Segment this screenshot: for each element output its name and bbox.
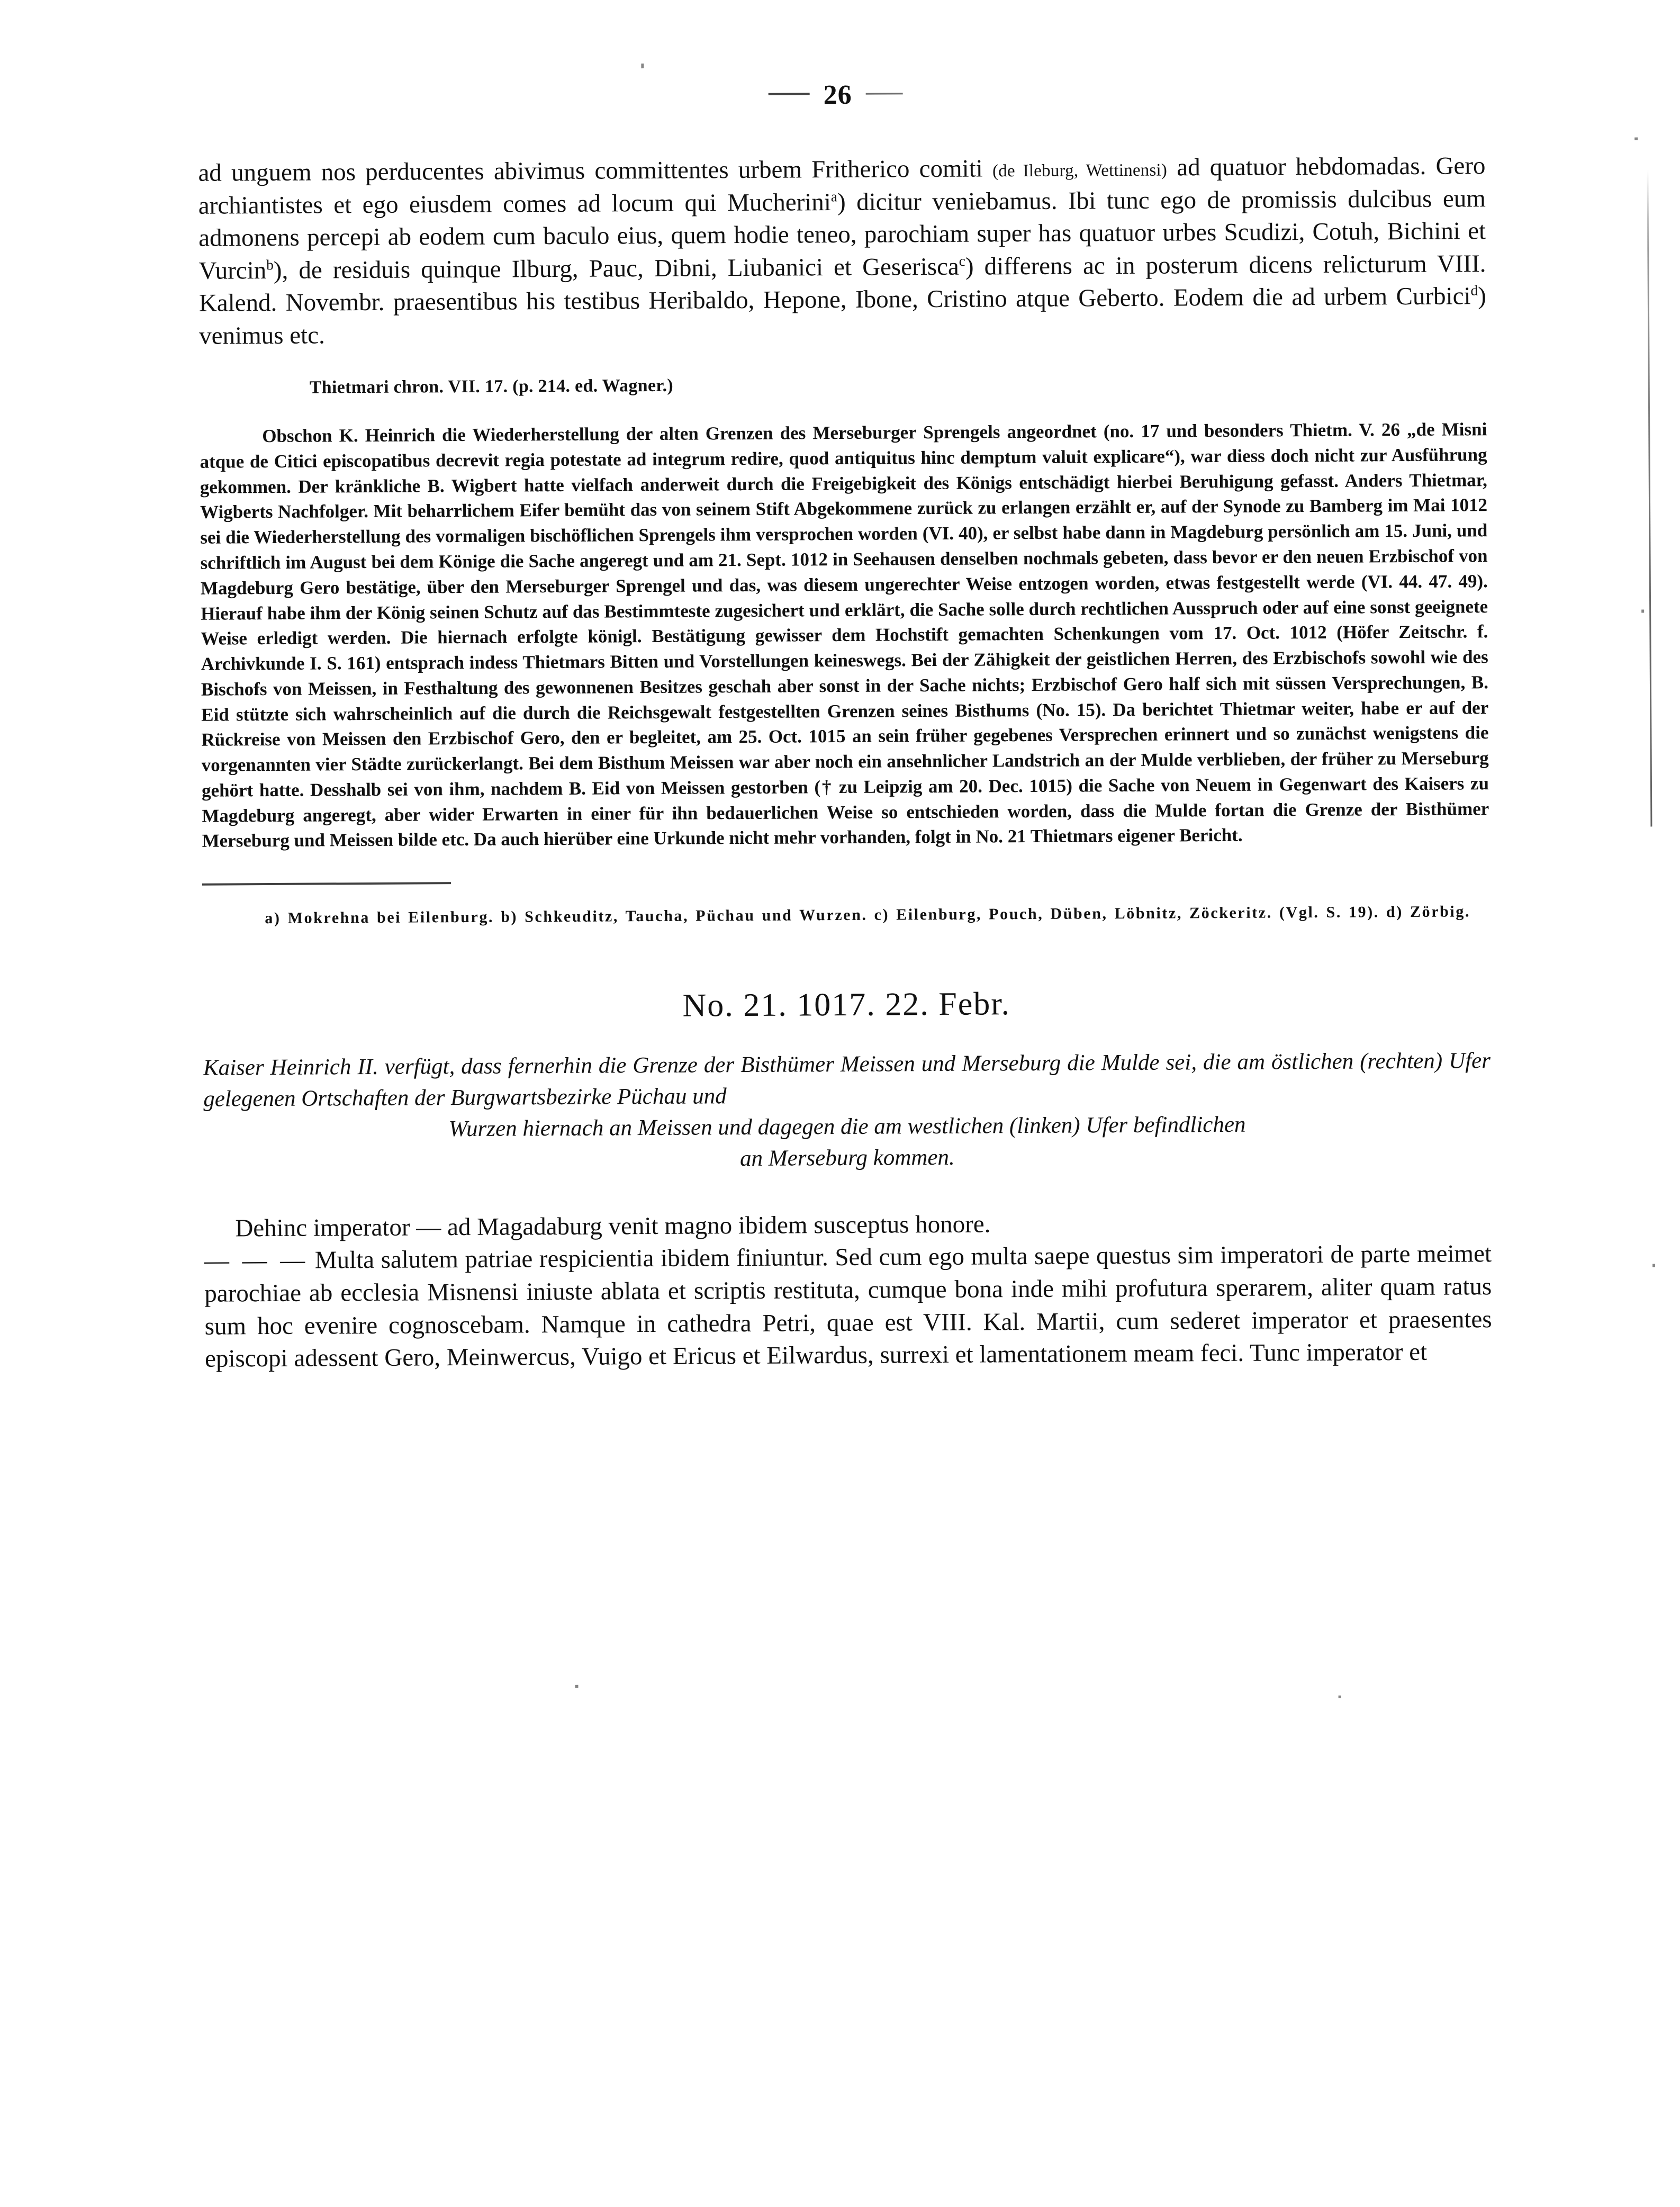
latin-tail-body: Multa salutem patriae respicientia ibidem finiuntur. Sed cum ego multa saepe questus sim imperatori de parte meimet parochiae ab ecclesia Misnensi iniuste ablata et scriptis restituta, cumque bona inde mihi profutura sperarem, aliter quam ratus sum hoc evenire cognoscebam. Namque in cathedra Petri, quae est VIII. Kal. Martii, cum sederet imperator et praesentes episcopi adessent Gero, Meinwercus, Vuigo et Ericus et Eilwardus, surrexi et lamentationem meam feci. Tunc imperator et: [204, 1240, 1492, 1373]
footnote-separator: [202, 882, 451, 886]
source-citation: Thietmari chron. VII. 17. (p. 214. ed. Wagner.): [309, 376, 674, 398]
scan-speckle: [641, 64, 644, 68]
text-column: [198, 150, 1492, 1375]
document-regest: [203, 1046, 1491, 1177]
scan-speckle: [1652, 1264, 1655, 1267]
latin-tail-lead: Dehinc imperator — ad Magadaburg venit magno ibidem susceptus honore.: [235, 1210, 991, 1242]
latin-source-quotation: [198, 150, 1486, 353]
footnote-marker-a: a: [830, 188, 838, 204]
page-header: [0, 75, 1676, 115]
latin-inline-gloss: (de Ileburg, Wettinensi): [992, 160, 1168, 181]
latin-part-1: ad unguem nos perducentes abivimus committentes urbem Fritherico comiti: [198, 155, 993, 187]
latin-tail-dashes: — — —: [204, 1246, 309, 1275]
scan-speckle: [1634, 138, 1638, 140]
footnote-list: a) Mokrehna bei Eilenburg. b) Schkeuditz, Taucha, Püchau und Wurzen. c) Eilenburg, Pouch, Düben, Löbnitz, Zöckeritz. (Vgl. S. 19). d) Zörbig.: [265, 903, 1471, 927]
document-heading: No. 21. 1017. 22. Febr.: [682, 986, 1011, 1024]
scan-edge-artifact: [1647, 170, 1652, 826]
scan-speckle: [1339, 1696, 1341, 1698]
regest-line-2: Mulde sei, die am östlichen (rechten) Ufer gelegenen Ortschaften der Burgwartsbezirke Püchau und: [203, 1048, 1491, 1112]
regest-line-3: Wurzen hiernach an Meissen und dagegen die am westlichen (linken) Ufer befindlichen: [448, 1112, 1246, 1142]
scan-speckle: [575, 1685, 578, 1688]
folio-number: 26: [823, 79, 852, 111]
editorial-commentary: Obschon K. Heinrich die Wiederherstellung der alten Grenzen des Merseburger Sprengels angeordnet (no. 17 und besonders Thietm. V. 26 „de Misni atque de Citici episcopatibus decrevit regia potestate ad integrum redire, quod antiquitus hinc demptum valuit explicare“), war diess doch nicht zur Ausführung gekommen. Der kränkliche B. Wigbert hatte vielfach anderweit durch die Freigebigkeit des Königs entschädigt hierbei Beruhigung gefasst. Anders Thietmar, Wigberts Nachfolger. Mit beharrlichem Eifer bemüht das von seinem Stift Abgekommene zurück zu erlangen erzählt er, auf der Synode zu Bamberg im Mai 1012 sei die Wiederherstellung des vormaligen bischöflichen Sprengels ihm versprochen worden (VI. 40), er selbst habe dann in Magdeburg persönlich am 15. Juni, und schriftlich im August bei dem Könige die Sache angeregt und am 21. Sept. 1012 in Seehausen denselben nochmals gebeten, dass bevor er den neuen Erzbischof von Magdeburg Gero bestätige, über den Merseburger Sprengel und das, was diesem ungerechter Weise entzogen worden, etwas festgestellt werde (VI. 44. 47. 49). Hierauf habe ihm der König seinen Schutz auf das Bestimmteste zugesichert und erklärt, die Sache solle durch rechtlichen Ausspruch oder auf eine sonst geeignete Weise erledigt werden. Die hiernach erfolgte königl. Bestätigung gewisser dem Hochstift gemachten Schenkungen vom 17. Oct. 1012 (Höfer Zeitschr. f. Archivkunde I. S. 161) entsprach indess Thietmars Bitten und Vorstellungen keineswegs. Bei der Zähigkeit der geistlichen Herren, des Erzbischofs sowohl wie des Bischofs von Meissen, in Festhaltung des gewonnenen Besitzes geschah aber sonst in der Sache nichts; Erzbischof Gero half sich mit süssen Versprechungen, B. Eid stützte sich wahrscheinlich auf die durch die Reichsgewalt festgestellten Grenzen seines Bisthums (No. 15). Da berichtet Thietmar weiter, habe er auf der Rückreise von Meissen den Erzbischof Gero, den er begleitet, am 25. Oct. 1015 an sein früher gegebenes Versprechen erinnert und so zunächst wenigstens die vorgenannten vier Städte zurückerlangt. Bei dem Bisthum Meissen war aber noch ein ansehnlicher Landstrich an der Mulde verblieben, der früher zu Merseburg gehört hatte. Desshalb sei von ihm, nachdem B. Eid von Meissen gestorben († zu Leipzig am 20. Dec. 1015) die Sache von Neuem in Gegenwart des Kaisers zu Magdeburg angeregt, aber wider Erwarten in einer für ihn bedauerlichen Weise so entschieden worden, dass die Mulde fortan die Grenze der Bisthümer Merseburg und Meissen bilde etc. Da auch hierüber eine Urkunde nicht mehr vorhanden, folgt in No. 21 Thietmars eigener Bericht.: [200, 419, 1489, 852]
latin-part-6: ) venimus etc.: [199, 282, 1486, 350]
scan-speckle: [1641, 610, 1644, 613]
latin-part-3: ) dicitur veniebamus. Ibi tunc ego de promissis dulcibus eum admonens percepi ab eodem cum baculo eius, quem hodie teneo, parochiam super has quatuor urbes Scudizi, Cotuh, Bichini et Vurcin: [198, 184, 1486, 285]
footnote-marker-b: b: [266, 256, 274, 273]
regest-line-1: Kaiser Heinrich II. verfügt, dass fernerhin die Grenze der Bisthümer Meissen und Merseburg die: [203, 1050, 1095, 1080]
regest-line-4: an Merseburg kommen.: [739, 1145, 955, 1171]
latin-part-4: ), de residuis quinque Ilburg, Pauc, Dibni, Liubanici et Geserisca: [273, 253, 959, 284]
latin-charter-text: [204, 1205, 1492, 1375]
header-rule-right: [866, 93, 903, 94]
footnote-marker-d: d: [1470, 282, 1478, 299]
latin-part-2: ad quatuor hebdomadas. Gero archiantistes et ego eiusdem comes ad locum qui Mucherini: [198, 152, 1486, 220]
latin-part-5: ) differens ac in posterum dicens relicturum VIII. Kalend. Novembr. praesentibus his testibus Heribaldo, Hepone, Ibone, Cristino atque Geberto. Eodem die ad urbem Curbici: [198, 249, 1486, 317]
footnote-marker-c: c: [959, 253, 965, 269]
header-rule-left: [769, 93, 810, 95]
